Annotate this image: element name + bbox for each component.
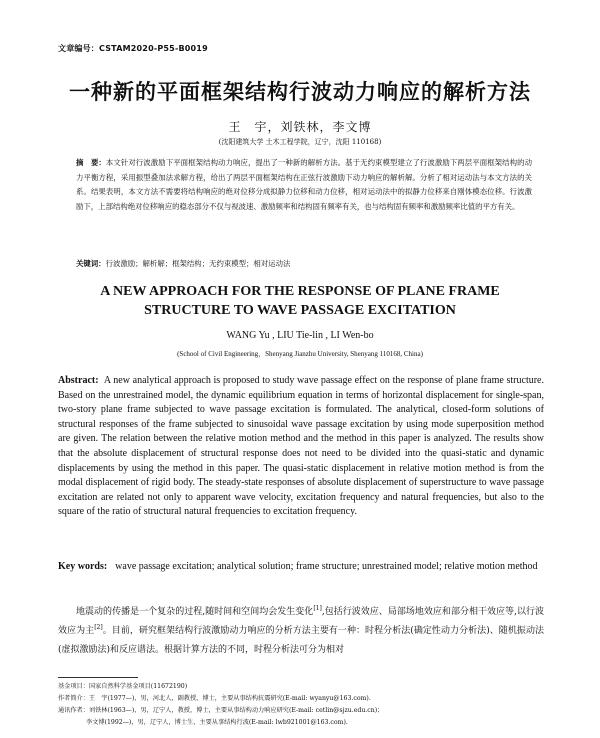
english-title-line-2: STRUCTURE TO WAVE PASSAGE EXCITATION <box>144 303 456 318</box>
reference-2[interactable]: [2] <box>94 624 103 631</box>
english-abstract <box>58 374 544 520</box>
english-abstract-text: A new analytical approach is proposed to study wave passage effect on the response of plane frame structure. Based on the unrestrained model, the dynamic equilibrium equation in terms of horizontal displacement for single-span, two-story plane frame subjected to wave passage excitation is formulated. The analytical, closed-form solutions of structural responses of the frame subjected to sinusoidal wave passage excitation by using mode superposition method are given. The relation between the relative motion method and the method in this paper is analyzed. The results show that the absolute displacement of structural response does not need to be divided into the quasi-static and dynamic displacements by using the method in this paper. The quasi-static displacement in relative motion method is from the modal displacement of rigid body. The steady-state responses of absolute displacement of superstructure to wave passage excitation are related not only to apparent wave velocity, excitation frequency and natural frequencies, but also to the square of the ratio of structural natural frequencies to excitation frequency. <box>58 375 544 518</box>
chinese-title: 一种新的平面框架结构行波动力响应的解析方法 <box>69 80 531 104</box>
footnote-author-intro: 作者简介：王 宇(1977—)，男，河北人，副教授，博士，主要从事结构抗震研究(E-mail: wyanyu@163.com). <box>58 695 371 702</box>
chinese-abstract-label: 摘 要： <box>76 158 106 167</box>
chinese-keywords-label: 关键词： <box>76 259 106 268</box>
chinese-authors: 王 宇，刘铁林，李文博 <box>228 120 372 134</box>
footnote-third-author: 李文博(1992—)，男，辽宁人，博士生，主要从事结构行波(E-mail: lwb921001@163.com). <box>86 719 348 726</box>
chinese-abstract-text: 本文针对行波激励下平面框架结构动力响应，提出了一种新的解析方法。基于无约束模型建立了行波激励下两层平面框架结构的动力平衡方程，采用振型叠加法求解方程，给出了两层平面框架结构在正弦行波激励下动力响应的解析解。分析了相对运动法与本文方法的关系。结果表明，本文方法不需要将结构响应的绝对位移分成拟静力位移和动力位移，相对运动法中的拟静力位移来自刚体模态位移。行波激励下，上部结构绝对位移响应的稳态部分不仅与视波速、激励频率和结构固有频率有关，也与结构固有频率和激励频率比值的平方有关。 <box>76 158 532 211</box>
english-keywords-label: Key words: <box>58 561 108 572</box>
article-number: 文章编号：CSTAM2020-P55-B0019 <box>58 44 208 53</box>
english-keywords-text: wave passage excitation; analytical solution; frame structure; unrestrained model; relative motion method <box>115 561 538 572</box>
footnotes <box>58 681 548 729</box>
body-text-start: 地震动的传播是一个复杂的过程,随时间和空间均会发生变化 <box>76 607 314 617</box>
footnote-fund: 基金项目：国家自然科学基金项目(11672190) <box>58 683 188 690</box>
english-title <box>0 282 600 320</box>
chinese-affiliation: (沈阳建筑大学 土木工程学院，辽宁，沈阳 110168) <box>218 138 382 146</box>
chinese-keywords <box>76 258 532 269</box>
english-keywords <box>58 559 544 574</box>
footnote-corresponding: 通讯作者：刘铁林(1963—)，男，辽宁人，教授，博士，主要从事结构动力响应研究(E-mail: cetlin@sjzu.edu.cn)； <box>58 707 384 714</box>
english-affiliation: (School of Civil Engineering，Shenyang Jianzhu University, Shenyang 110168, China) <box>177 350 423 358</box>
body-text-end: 。目前，研究框架结构行波激励动力响应的分析方法主要有一种：时程分析法(确定性动力分析法)、随机振动法(虚拟激励法)和反应谱法。根据计算方法的不同，时程分析法可分为相对 <box>58 626 544 655</box>
reference-1[interactable]: [1] <box>313 605 322 612</box>
chinese-keywords-text: 行波激励；解析解；框架结构；无约束模型；相对运动法 <box>105 259 291 268</box>
english-authors: WANG Yu , LIU Tie-lin , LI Wen-bo <box>226 330 374 341</box>
body-text-middle: ,包括行波效应、局部场地效应和部分相干效应等,以行波效应为主 <box>58 607 544 636</box>
english-abstract-label: Abstract: <box>58 375 99 386</box>
body-paragraph <box>58 603 544 660</box>
english-title-line-1: A NEW APPROACH FOR THE RESPONSE OF PLANE FRAME <box>100 284 500 299</box>
footnote-divider <box>58 677 138 678</box>
chinese-abstract <box>76 156 532 214</box>
